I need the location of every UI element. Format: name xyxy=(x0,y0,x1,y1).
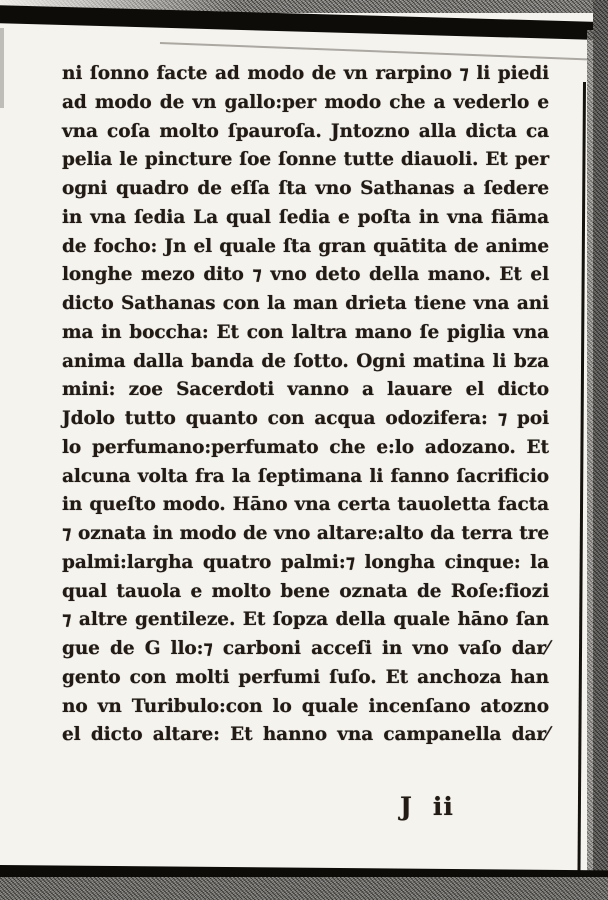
text-line: Jdolo tutto quanto con acqua odozifera: ⁊ poi xyxy=(62,408,549,429)
text-line: ma in boccha: Et con laltra mano ſe piglia vna xyxy=(62,321,549,343)
signature-letter: J xyxy=(400,792,412,821)
text-line: in vna ſedia La qual ſedia e poſta in vna fiāma xyxy=(62,206,549,228)
page-right-border-rule xyxy=(577,82,586,874)
text-line: ⁊ altre gentileze. Et ſopza della quale hāno ſan xyxy=(62,609,549,631)
book-spine-edge-band xyxy=(593,0,608,900)
text-line: ni ſonno facte ad modo de vn rarpino ⁊ li piedi xyxy=(62,63,549,84)
text-line: palmi:largha quatro palmi:⁊ longha cinque: la xyxy=(62,551,549,573)
text-line: anima dalla banda de ſotto. Ogni matina li bza xyxy=(62,350,549,372)
text-line: de focho: Jn el quale ſta gran quātita de anime xyxy=(62,235,549,257)
text-block xyxy=(62,60,549,750)
text-line: qual tauola e molto bene oznata de Roſe:fiozi xyxy=(62,580,549,602)
scan-bottom-noise-strip xyxy=(0,877,608,900)
quire-signature-mark xyxy=(400,792,454,821)
text-line: ad modo de vn gallo:per modo che a vederlo e xyxy=(62,91,549,113)
text-line: in queſto modo. Hāno vna certa tauoletta facta xyxy=(62,494,549,516)
text-line: longhe mezo dito ⁊ vno deto della mano. Et el xyxy=(62,264,549,286)
text-line: mini: zoe Sacerdoti vanno a lauare el dicto xyxy=(62,379,549,401)
signature-numeral: ii xyxy=(432,792,454,821)
page-top-crease-line xyxy=(160,42,600,61)
text-line: pelia le pincture ſoe ſonne tutte diauoli. Et per xyxy=(62,149,549,171)
text-line: ⁊ oznata in modo de vno altare:alto da terra tre xyxy=(62,523,549,544)
text-line: dicto Sathanas con la man drieta tiene vna ani xyxy=(62,293,549,314)
text-line: gue de G llo:⁊ carboni acceſi in vno vaſo dar⁄ xyxy=(62,638,549,659)
text-line: gento con molti perfumi ſuſo. Et anchoza han xyxy=(62,666,549,688)
text-line: lo perfumano:perfumato che e:lo adozano. Et xyxy=(62,436,549,458)
text-line: vna coſa molto ſpauroſa. Jntozno alla dicta ca xyxy=(62,120,549,142)
text-line: ogni quadro de eſſa ſta vno Sathanas a ſedere xyxy=(62,178,549,199)
text-line: el dicto altare: Et hanno vna campanella dar⁄ xyxy=(62,724,549,746)
text-line: alcuna volta fra la ſeptimana li fanno ſacrificio xyxy=(62,465,549,487)
scan-left-smudge xyxy=(0,28,4,108)
text-line: no vn Turibulo:con lo quale incenſano atozno xyxy=(62,695,549,717)
